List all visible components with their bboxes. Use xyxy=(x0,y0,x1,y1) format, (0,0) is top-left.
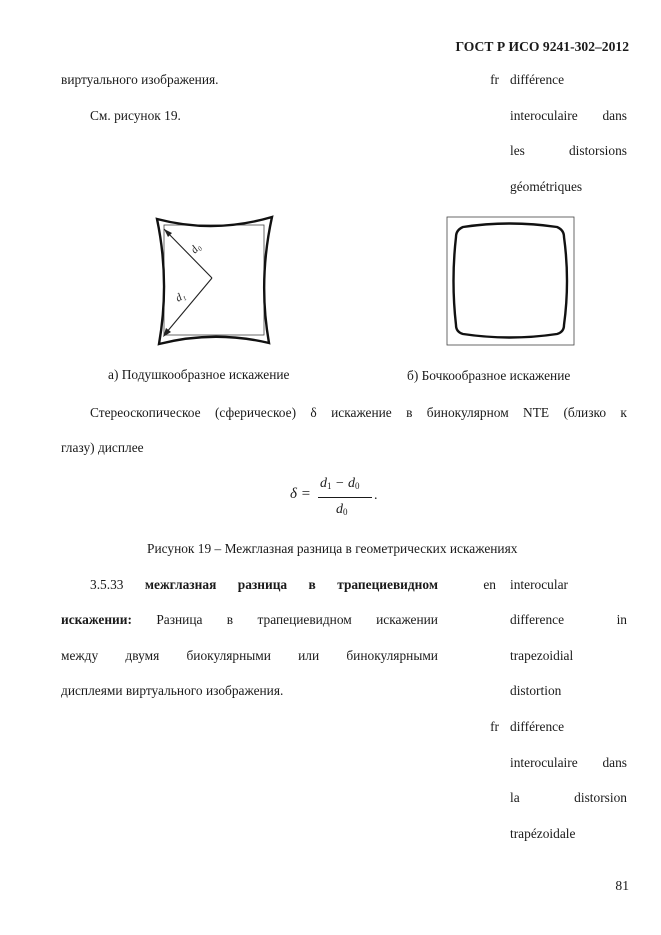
barrel-distortion-figure xyxy=(443,213,578,348)
caption-pincushion: а) Подушкообразное искажение xyxy=(108,367,290,382)
fr-term-line: géométriques xyxy=(510,179,583,194)
fr-term-line: la distorsion xyxy=(510,790,627,805)
d1-diagonal xyxy=(166,278,212,333)
standard-header: ГОСТ Р ИСО 9241-302–2012 xyxy=(455,39,629,54)
formula-numerator: $d_1 - d_0$ xyxy=(320,476,360,491)
text-line: виртуального изображения. xyxy=(61,72,219,87)
formula-denominator: $d_0$ xyxy=(336,502,348,517)
en-term-line: difference in xyxy=(510,612,627,627)
figure-reference: См. рисунок 19. xyxy=(90,108,181,123)
caption-barrel: б) Бочкообразное искажение xyxy=(407,368,571,383)
fr-term-line: différence xyxy=(510,72,565,87)
pincushion-distortion-figure xyxy=(150,212,280,350)
d1-label: d₁ xyxy=(173,289,188,305)
term-definition-line: дисплеями виртуального изображения. xyxy=(61,683,284,698)
en-term-line: distortion xyxy=(510,683,562,698)
lang-code-en: en xyxy=(483,577,496,592)
term-heading: 3.5.33 межглазная разница в трапециевидном xyxy=(90,577,438,592)
lang-code-fr: fr xyxy=(490,719,499,734)
figure-caption: Рисунок 19 – Межглазная разница в геометрических искажениях xyxy=(147,541,518,556)
d0-diagonal xyxy=(164,229,212,278)
fr-term-line: trapézoidale xyxy=(510,826,576,841)
term-definition-line: искажении: Разница в трапециевидном искажении xyxy=(61,612,438,627)
en-term-line: interocular xyxy=(510,577,568,592)
en-term-line: trapezoidial xyxy=(510,648,574,663)
reference-square xyxy=(164,225,264,335)
pincushion-outline xyxy=(157,217,272,344)
page-number: 81 xyxy=(615,878,629,893)
fr-term-line: interoculaire dans xyxy=(510,755,627,770)
lang-code-fr: fr xyxy=(490,72,499,87)
fr-term-line: différence xyxy=(510,719,565,734)
term-number: 3.5.33 xyxy=(90,577,124,592)
fr-term-line: les distorsions xyxy=(510,143,627,158)
d0-label: d₀ xyxy=(188,241,204,257)
barrel-outline xyxy=(454,224,568,338)
formula: δ = $d_1 - d_0$ $d_0$ . xyxy=(290,476,378,517)
formula-lhs: δ = xyxy=(290,486,311,502)
body-paragraph-line: глазу) дисплее xyxy=(61,440,144,455)
reference-square xyxy=(447,217,574,345)
fraction-bar xyxy=(318,497,372,498)
body-paragraph-line: Стереоскопическое (сферическое) δ искажение в бинокулярном NTE (близко к xyxy=(90,405,627,420)
fr-term-line: interoculaire dans xyxy=(510,108,627,123)
term-definition-line: между двумя биокулярными или бинокулярными xyxy=(61,648,438,663)
